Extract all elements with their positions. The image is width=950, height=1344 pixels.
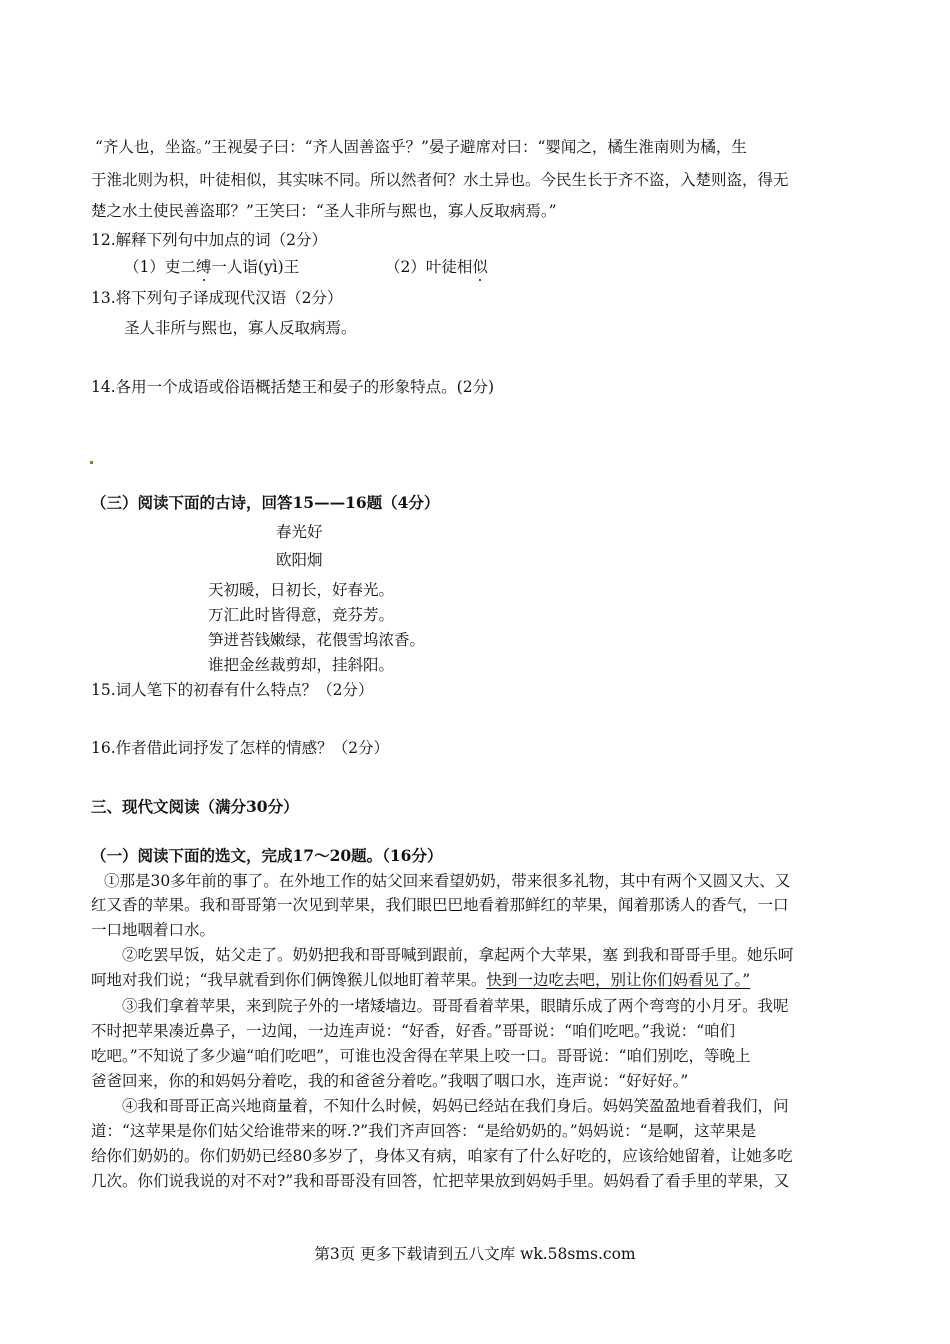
article-p3-line-2: 不时把苹果凑近鼻子，一边闻，一边连声说：“好香，好香。”哥哥说：“咱们吃吧。”我说：“咱们 <box>91 1022 736 1040</box>
question-15: 15.词人笔下的初春有什么特点？（2分） <box>91 681 374 699</box>
underlined-sentence: 快到一边吃去吧，别让你们妈看见了。” <box>486 971 751 989</box>
question-12-item-2-prefix: （2）叶徒相 <box>385 258 473 276</box>
question-12-item-1-suffix: 一人诣(yì)王 <box>211 258 300 276</box>
question-16: 16.作者借此词抒发了怎样的情感？（2分） <box>91 739 390 757</box>
article-p3-line-3: 吃吧。”不知说了多少遍“咱们吃吧”，可谁也没舍得在苹果上咬一口。哥哥说：“咱们别吃，等晚上 <box>91 1047 751 1065</box>
article-p3-line-4: 爸爸回来，你的和妈妈分着吃，我的和爸爸分着吃。”我咽了咽口水，连声说：“好好好。” <box>91 1072 689 1090</box>
article-p4-line-1: ④我和哥哥正高兴地商量着，不知什么时候，妈妈已经站在我们身后。妈妈笑盈盈地看着我们，问 <box>122 1097 789 1115</box>
passage-line-1: “齐人也，坐盗。”王视晏子曰：“齐人固善盗乎？”晏子避席对曰：“婴闻之，橘生淮南则为橘，生 <box>95 138 747 156</box>
article-p1-line-2: 红又香的苹果。我和哥哥第一次见到苹果，我们眼巴巴地看着那鲜红的苹果，闻着那诱人的香气，一口 <box>91 896 789 914</box>
article-p3-line-1: ③我们拿着苹果，来到院子外的一堵矮墙边。哥哥看着苹果，眼睛乐成了两个弯弯的小月牙。我呢 <box>122 997 789 1015</box>
article-p4-line-2: 道：“这苹果是你们姑父给谁带来的呀.?”我们齐声回答：“是给奶奶的。”妈妈说：“是啊，这苹果是 <box>91 1122 757 1140</box>
article-p2-line-1: ②吃罢早饭，姑父走了。奶奶把我和哥哥喊到跟前，拿起两个大苹果，塞 到我和哥哥手里。她乐呵 <box>122 946 794 964</box>
poem-line-4: 谁把金丝裁剪却，挂斜阳。 <box>208 656 395 674</box>
question-12-item-1 <box>124 257 299 277</box>
article-p1-line-3: 一口地咽着口水。 <box>91 921 216 939</box>
article-p4-line-3: 给你们奶奶的。你们奶奶已经80多岁了，身体又有病，咱家有了什么好吃的，应该给她留着，让她多吃 <box>91 1147 793 1165</box>
poem-author: 欧阳炯 <box>276 551 323 569</box>
stray-mark <box>90 461 93 464</box>
question-12-item-2 <box>385 257 488 277</box>
passage-line-3: 楚之水土使民善盗耶？”王笑曰：“圣人非所与熙也，寡人反取病焉。” <box>91 202 557 220</box>
poem-line-3: 笋迸苔钱嫩绿，花偎雪坞浓香。 <box>208 631 426 649</box>
article-p2-line-2-text: 呵地对我们说；“我早就看到你们俩馋猴儿似地盯着苹果。 <box>91 971 487 989</box>
page-footer: 第3页 更多下载请到五八文库 wk.58sms.com <box>314 1245 636 1263</box>
question-13-sentence: 圣人非所与熙也，寡人反取病焉。 <box>124 319 357 337</box>
article-p4-line-4: 几次。你们说我说的对不对?”我和哥哥没有回答，忙把苹果放到妈妈手里。妈妈看了看手里的苹果，又 <box>91 1172 790 1190</box>
passage-line-2: 于淮北则为枳，叶徒相似，其实味不同。所以然者何？水土异也。今民生长于齐不盗，入楚则盗，得无 <box>91 171 789 189</box>
dotted-word-fu: 缚 <box>195 258 212 276</box>
question-13-title: 13.将下列句子译成现代汉语（2分） <box>91 289 343 307</box>
poem-title: 春光好 <box>276 523 323 541</box>
question-14-title: 14.各用一个成语或俗语概括楚王和晏子的形象特点。(2分) <box>91 378 495 396</box>
dotted-word-si: 似 <box>472 258 488 276</box>
article-p1-line-1: ①那是30多年前的事了。在外地工作的姑父回来看望奶奶，带来很多礼物，其中有两个又圆又大、又 <box>104 872 791 890</box>
poem-line-2: 万汇此时皆得意，竞芬芳。 <box>208 606 395 624</box>
poem-line-1: 天初暖，日初长，好春光。 <box>208 581 395 599</box>
part-3-title: 三、现代文阅读（满分30分） <box>91 797 299 816</box>
question-12-item-1-prefix: （1）吏二 <box>124 258 196 276</box>
part-3-sub-1-title: （一）阅读下面的选文，完成17～20题。（16分） <box>91 846 443 865</box>
article-p2-line-2 <box>91 970 750 990</box>
question-12-title: 12.解释下列句中加点的词（2分） <box>91 231 328 249</box>
section-3-title: （三）阅读下面的古诗，回答15——16题（4分） <box>91 493 440 512</box>
